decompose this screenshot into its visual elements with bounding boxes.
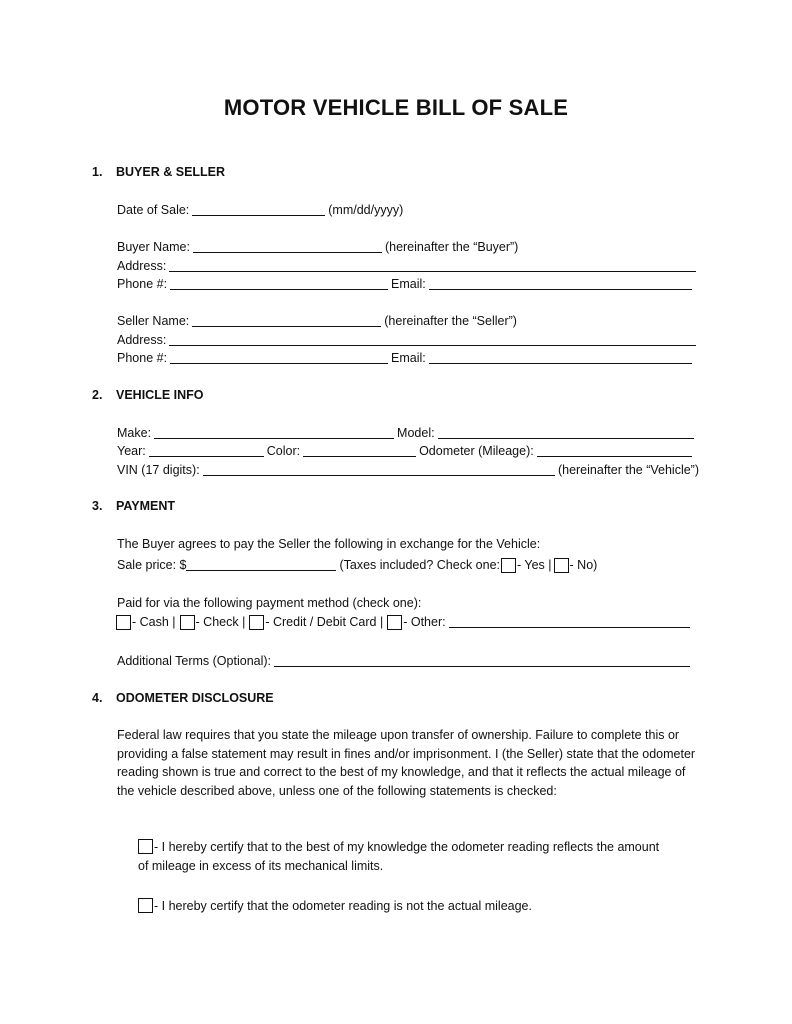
odometer-label: Odometer (Mileage): — [419, 444, 534, 458]
payment-intro-text: The Buyer agrees to pay the Seller the following in exchange for the Vehicle: — [117, 537, 541, 551]
taxes-no-label: - No) — [569, 558, 598, 572]
taxes-no-checkbox[interactable] — [554, 558, 569, 573]
sale-price-row — [117, 557, 597, 573]
other-checkbox[interactable] — [387, 615, 402, 630]
seller-address-label: Address: — [117, 333, 167, 347]
section-heading-buyer-seller — [92, 165, 225, 179]
additional-terms-field[interactable] — [274, 654, 690, 667]
section-heading-odometer — [92, 691, 274, 705]
model-field[interactable] — [438, 426, 694, 439]
payment-method-row — [115, 614, 693, 630]
payment-method-intro — [117, 595, 421, 611]
section-number: 1. — [92, 165, 103, 179]
section-number: 2. — [92, 388, 103, 402]
year-field[interactable] — [149, 444, 264, 457]
section-title: BUYER & SELLER — [116, 165, 226, 179]
cash-label: - Cash | — [132, 615, 176, 629]
buyer-name-label: Buyer Name: — [117, 240, 190, 254]
buyer-name-field[interactable] — [193, 240, 382, 253]
certification-excess-mileage — [138, 838, 668, 876]
payment-intro — [117, 536, 540, 552]
buyer-phone-label: Phone #: — [117, 277, 168, 291]
additional-terms-row — [117, 653, 693, 669]
vin-row — [117, 462, 699, 478]
buyer-name-row — [117, 239, 518, 255]
buyer-note: (hereinafter the “Buyer”) — [384, 240, 519, 254]
make-label: Make: — [117, 426, 152, 440]
buyer-address-field[interactable] — [169, 259, 696, 272]
section-number: 3. — [92, 499, 103, 513]
section-title: PAYMENT — [116, 499, 176, 513]
other-label: - Other: — [403, 615, 446, 629]
color-label: Color: — [266, 444, 301, 458]
buyer-contact-row — [117, 276, 695, 292]
card-label: - Credit / Debit Card | — [265, 615, 384, 629]
check-checkbox[interactable] — [180, 615, 195, 630]
color-field[interactable] — [303, 444, 416, 457]
card-checkbox[interactable] — [249, 615, 264, 630]
sale-price-field[interactable] — [186, 558, 336, 571]
year-label: Year: — [117, 444, 146, 458]
section-title: ODOMETER DISCLOSURE — [116, 691, 274, 705]
taxes-yes-label: - Yes | — [517, 558, 552, 572]
section-title: VEHICLE INFO — [116, 388, 204, 402]
seller-contact-row — [117, 350, 695, 366]
not-actual-mileage-text: - I hereby certify that the odometer reading is not the actual mileage. — [154, 899, 532, 913]
taxes-label: (Taxes included? Check one: — [339, 558, 500, 572]
payment-method-intro-text: Paid for via the following payment method (check one): — [117, 596, 422, 610]
seller-email-label: Email: — [391, 351, 426, 365]
document-title: MOTOR VEHICLE BILL OF SALE — [223, 95, 569, 120]
taxes-yes-checkbox[interactable] — [501, 558, 516, 573]
date-format-hint: (mm/dd/yyyy) — [328, 203, 404, 217]
odometer-disclosure-text: Federal law requires that you state the mileage upon transfer of ownership. Failure to complete this or providing a false statement may result in fines and/or imprisonment. I (the Seller) state that the odometer reading shown is true and correct to the best of my knowledge, and that it reflects the actual mileage of the vehicle described above, unless one of the following statements is checked: — [117, 728, 696, 798]
check-label: - Check | — [195, 615, 246, 629]
section-heading-payment — [92, 499, 175, 513]
seller-name-row — [117, 313, 517, 329]
excess-mileage-checkbox[interactable] — [138, 839, 153, 854]
make-field[interactable] — [154, 426, 394, 439]
date-of-sale-row — [117, 202, 403, 218]
vin-note: (hereinafter the “Vehicle”) — [557, 463, 699, 477]
date-of-sale-label: Date of Sale: — [117, 203, 190, 217]
make-model-row — [117, 425, 697, 441]
buyer-address-row — [117, 258, 699, 274]
seller-name-label: Seller Name: — [117, 314, 190, 328]
section-heading-vehicle-info — [92, 388, 204, 402]
seller-address-row — [117, 332, 699, 348]
sale-price-label: Sale price: $ — [117, 558, 187, 572]
vin-label: VIN (17 digits): — [117, 463, 200, 477]
seller-phone-label: Phone #: — [117, 351, 168, 365]
not-actual-mileage-checkbox[interactable] — [138, 898, 153, 913]
model-label: Model: — [397, 426, 435, 440]
excess-mileage-text: - I hereby certify that to the best of my knowledge the odometer reading reflects the amount of mileage in excess of its mechanical limits. — [138, 840, 660, 873]
vin-field[interactable] — [203, 463, 555, 476]
certification-not-actual — [138, 897, 698, 916]
year-color-odometer-row — [117, 443, 695, 459]
additional-terms-label: Additional Terms (Optional): — [117, 654, 272, 668]
seller-name-field[interactable] — [192, 314, 381, 327]
date-of-sale-field[interactable] — [192, 203, 325, 216]
seller-email-field[interactable] — [429, 351, 692, 364]
seller-address-field[interactable] — [169, 333, 696, 346]
odometer-field[interactable] — [537, 444, 692, 457]
seller-phone-field[interactable] — [170, 351, 388, 364]
buyer-email-field[interactable] — [429, 277, 692, 290]
section-number: 4. — [92, 691, 103, 705]
cash-checkbox[interactable] — [116, 615, 131, 630]
buyer-phone-field[interactable] — [170, 277, 388, 290]
seller-note: (hereinafter the “Seller”) — [384, 314, 517, 328]
other-field[interactable] — [449, 615, 690, 628]
buyer-address-label: Address: — [117, 259, 167, 273]
buyer-email-label: Email: — [391, 277, 426, 291]
